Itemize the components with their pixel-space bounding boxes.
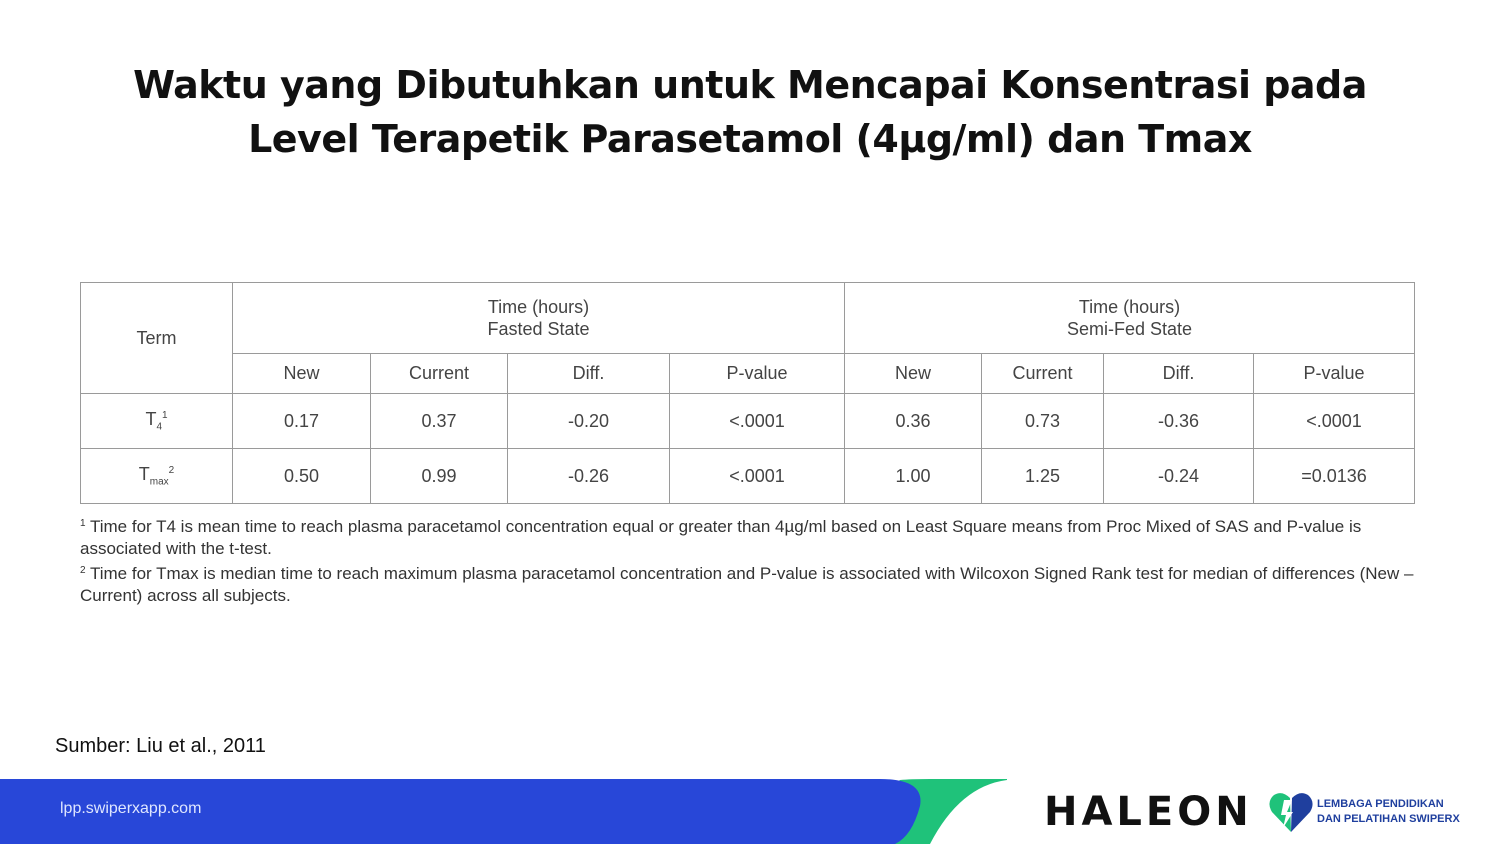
lpp-heart-icon (1268, 790, 1314, 834)
table-cell: -0.20 (508, 394, 670, 449)
column-header: Current (982, 354, 1104, 394)
semifed-header-line2: Semi-Fed State (1066, 319, 1193, 339)
semifed-header-line1: Time (hours) (1078, 297, 1181, 317)
column-header: New (233, 354, 371, 394)
table-cell: <.0001 (670, 449, 845, 504)
lpp-logo-text (1317, 797, 1460, 827)
table-cell: -0.24 (1104, 449, 1254, 504)
column-header: New (845, 354, 982, 394)
table-row (81, 449, 1415, 504)
table-footnotes (80, 513, 1425, 607)
table-cell: 1.25 (982, 449, 1104, 504)
table-cell: 0.37 (371, 394, 508, 449)
table-cell: <.0001 (670, 394, 845, 449)
slide-title-line2: Level Terapetik Parasetamol (4µg/ml) dan Tmax (248, 117, 1252, 161)
table-cell: 0.99 (371, 449, 508, 504)
fasted-header-line2: Fasted State (487, 319, 590, 339)
table-cell: =0.0136 (1254, 449, 1415, 504)
footnote-1: $^1$ Time for T4 is mean time to reach plasma paracetamol concentration equal or greater than 4µg/ml based on Least Square means from Proc Mixed of SAS and P-value is associated with the t-test. (80, 517, 1362, 558)
table-cell: -0.26 (508, 449, 670, 504)
table-cell: 0.36 (845, 394, 982, 449)
fasted-header-line1: Time (hours) (487, 297, 590, 317)
table-cell: <.0001 (1254, 394, 1415, 449)
footnote-2: $^2$ Time for Tmax is median time to reach maximum plasma paracetamol concentration and P-value is associated with Wilcoxon Signed Rank test for median of differences (New – Current) across all subjects. (80, 564, 1414, 605)
slide-title (0, 58, 1500, 166)
row-term: $T_{max}^2$ (81, 449, 233, 504)
column-header: P-value (1254, 354, 1415, 394)
column-header: P-value (670, 354, 845, 394)
table-cell: 0.17 (233, 394, 371, 449)
column-header: Current (371, 354, 508, 394)
column-header: Diff. (508, 354, 670, 394)
lpp-logo-line2: DAN PELATIHAN SWIPERX (1317, 813, 1460, 825)
term-header: Term (81, 283, 233, 394)
source-citation: Sumber: Liu et al., 2011 (55, 735, 266, 757)
slide-title-line1: Waktu yang Dibutuhkan untuk Mencapai Konsentrasi pada (133, 63, 1367, 107)
row-term: $T_4^1$ (81, 394, 233, 449)
table-cell: -0.36 (1104, 394, 1254, 449)
column-header: Diff. (1104, 354, 1254, 394)
table-cell: 0.73 (982, 394, 1104, 449)
footer-url-link[interactable]: lpp.swiperxapp.com (60, 800, 202, 817)
fasted-group-header (233, 283, 845, 354)
haleon-logo: HALEON (1044, 789, 1253, 835)
table-row (81, 394, 1415, 449)
table-cell: 1.00 (845, 449, 982, 504)
lpp-logo-line1: LEMBAGA PENDIDIKAN (1317, 798, 1444, 810)
results-table (80, 282, 1415, 504)
semifed-group-header (845, 283, 1415, 354)
table-cell: 0.50 (233, 449, 371, 504)
